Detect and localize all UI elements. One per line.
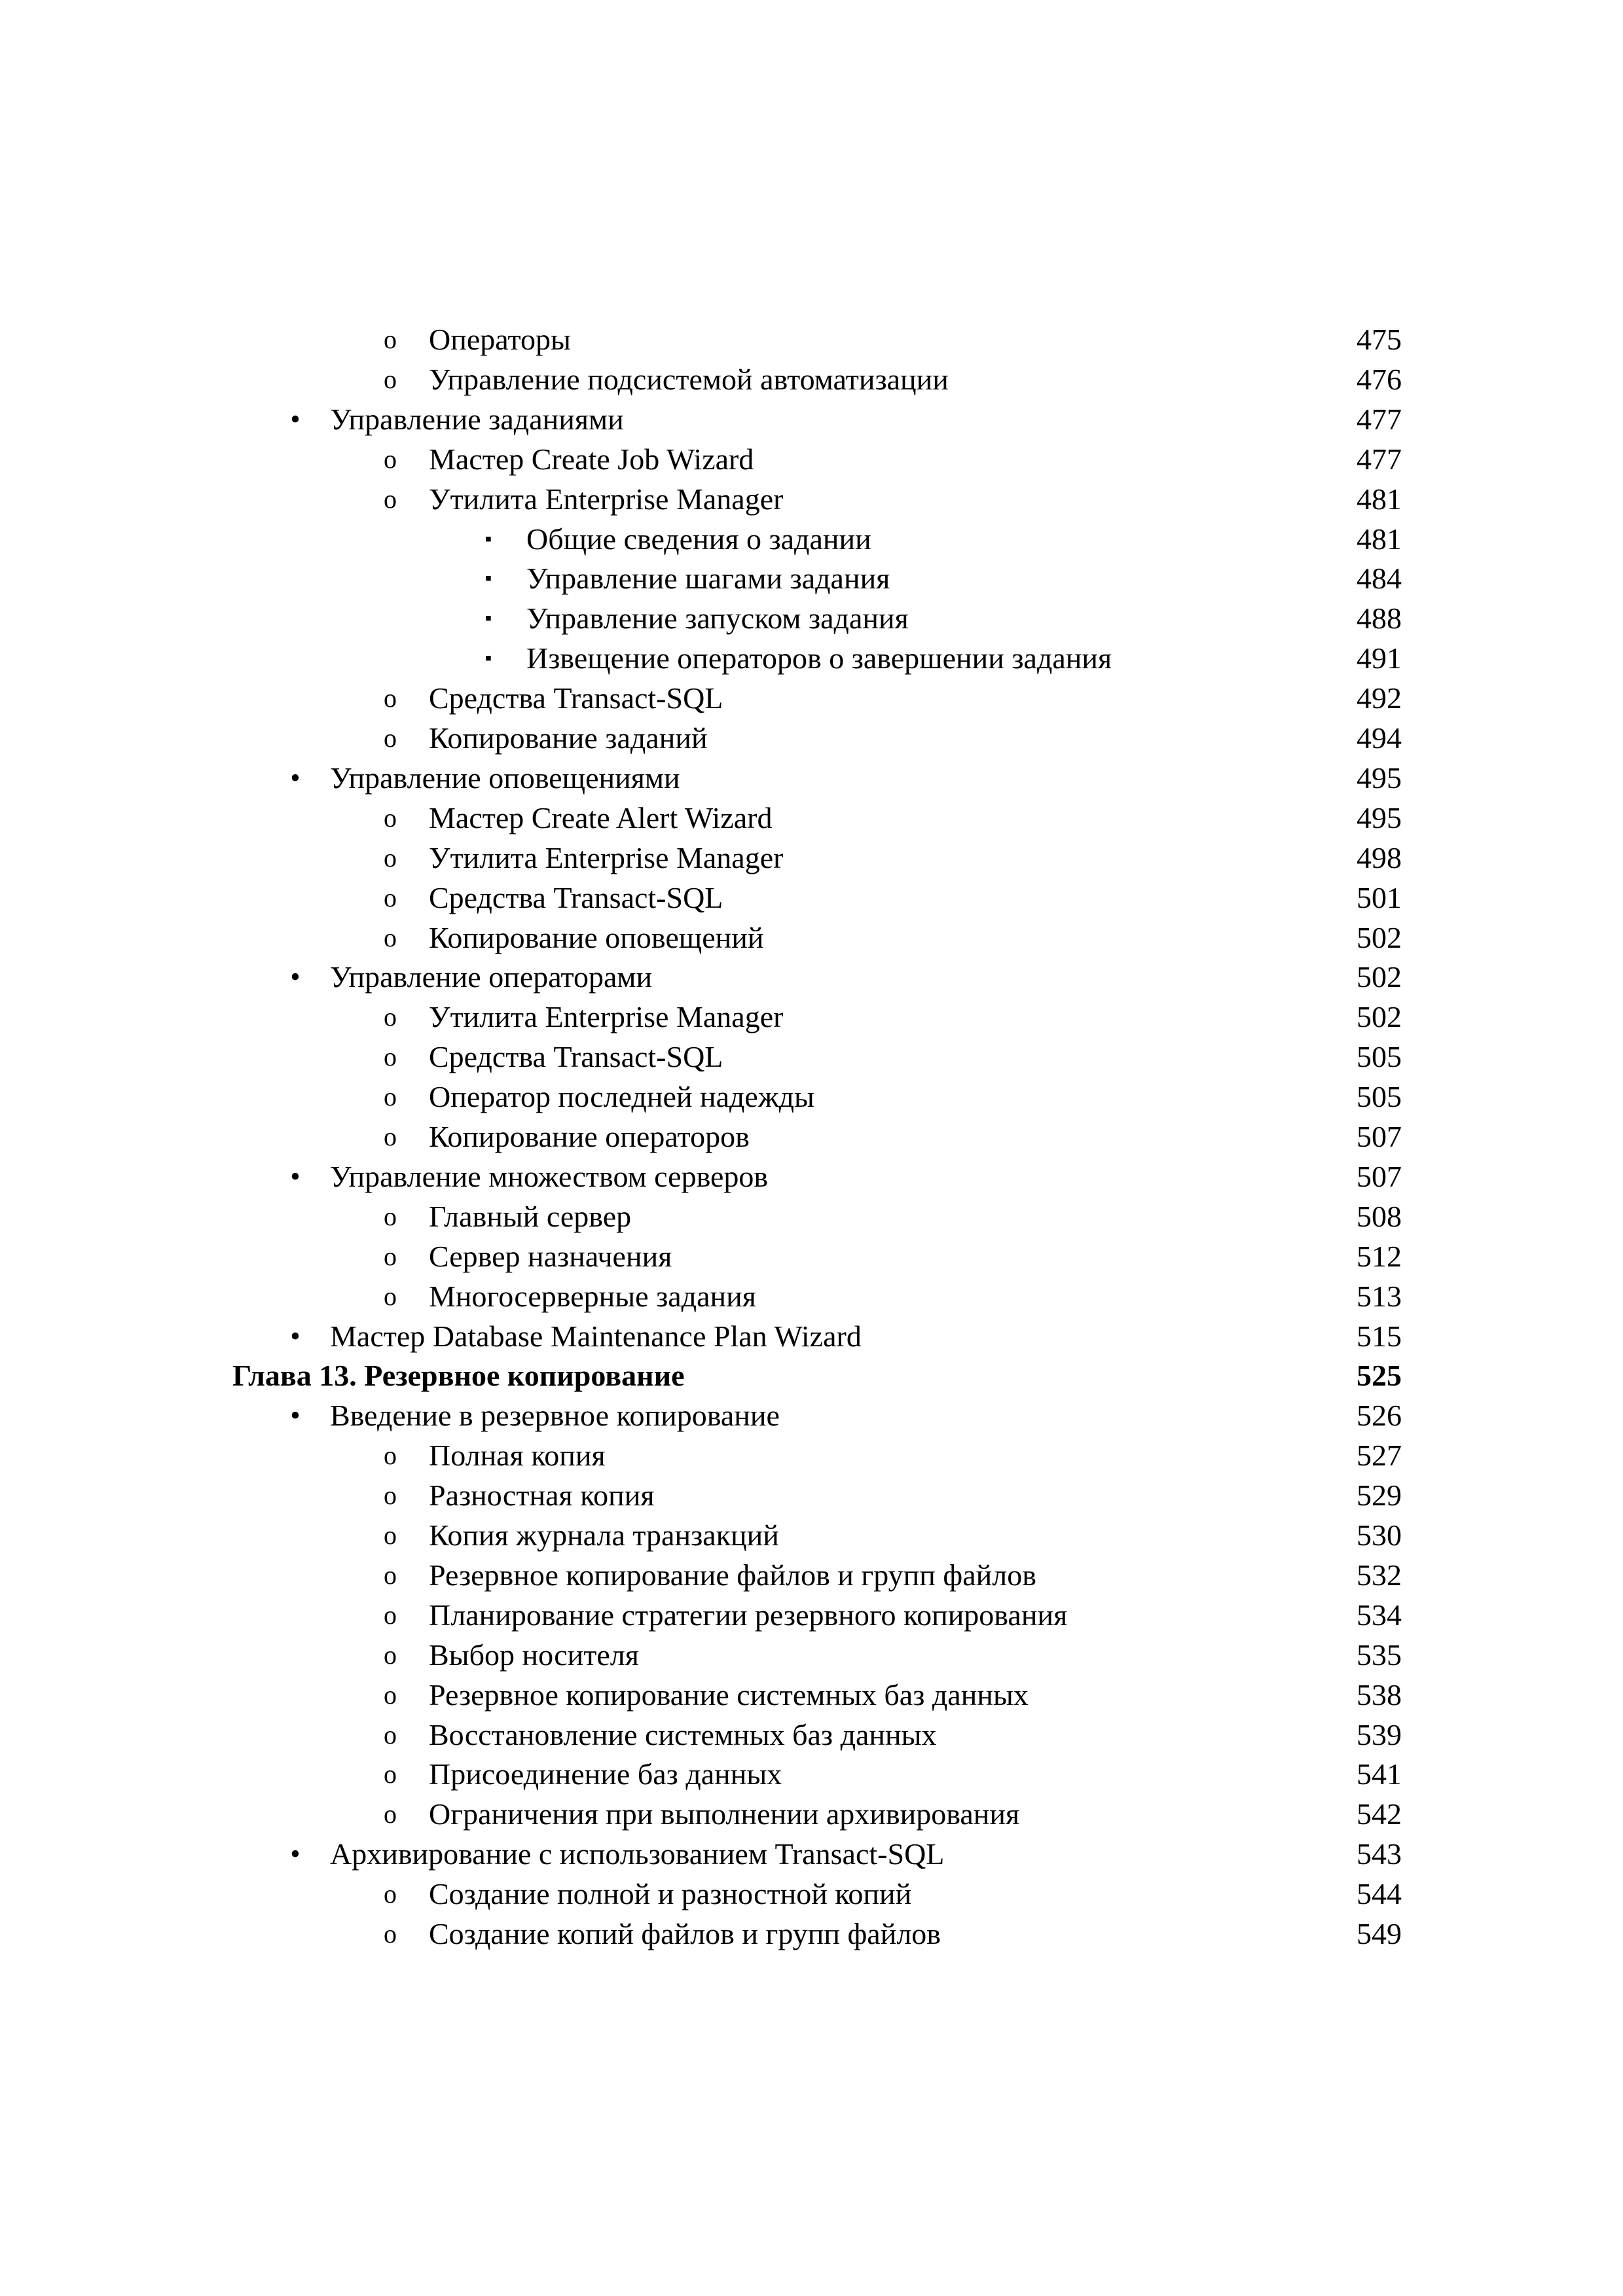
entry-title: Управление шагами задания <box>526 562 890 596</box>
toc-entry-row <box>0 359 1623 400</box>
page-number: 502 <box>1357 960 1402 994</box>
toc-entry-row <box>0 918 1623 958</box>
bullet-circle-icon: o <box>384 1441 397 1471</box>
toc-entry-row <box>0 638 1623 679</box>
entry-title: Выбор носителя <box>429 1638 639 1672</box>
bullet-square-icon: ▪ <box>484 647 492 670</box>
page-number: 495 <box>1357 800 1402 834</box>
entry-title: Введение в резервное копирование <box>330 1399 780 1433</box>
toc-entry-row <box>0 519 1623 560</box>
page-number: 538 <box>1357 1677 1402 1712</box>
bullet-circle-icon: o <box>384 842 397 872</box>
bullet-circle-icon: o <box>384 683 397 713</box>
entry-title: Мастер Database Maintenance Plan Wizard <box>330 1319 862 1353</box>
page-number: 498 <box>1357 840 1402 874</box>
entry-title: Резервное копирование файлов и групп файлов <box>429 1558 1036 1592</box>
toc-entry-row <box>0 997 1623 1037</box>
page-number: 512 <box>1357 1239 1402 1273</box>
bullet-circle-icon: o <box>384 1201 397 1231</box>
entry-title: Средства Transact-SQL <box>429 880 723 914</box>
toc-entry-row <box>0 1236 1623 1277</box>
page-number: 529 <box>1357 1479 1402 1513</box>
entry-title: Создание копий файлов и групп файлов <box>429 1917 941 1950</box>
toc-entry-row <box>0 1395 1623 1436</box>
entry-title: Управление заданиями <box>330 402 624 436</box>
entry-title: Копия журнала транзакций <box>429 1518 779 1552</box>
toc-entry-row <box>0 598 1623 639</box>
toc-entry-row <box>0 1635 1623 1676</box>
page-number: 530 <box>1357 1518 1402 1552</box>
entry-title: Управление запуском задания <box>526 601 909 636</box>
toc-entry-row <box>0 1196 1623 1237</box>
page-number: 549 <box>1357 1917 1402 1950</box>
toc-entry-row <box>0 1715 1623 1755</box>
entry-title: Восстановление системных баз данных <box>429 1717 937 1751</box>
entry-title: Разностная копия <box>429 1479 655 1513</box>
entry-title: Копирование заданий <box>429 721 708 755</box>
toc-entry-row <box>0 319 1623 360</box>
bullet-circle-icon: o <box>384 882 397 912</box>
entry-title: Средства Transact-SQL <box>429 681 723 715</box>
page-number: 527 <box>1357 1439 1402 1473</box>
bullet-circle-icon: o <box>384 444 397 474</box>
page-number: 502 <box>1357 920 1402 954</box>
toc-entry-row <box>0 479 1623 520</box>
page-number: 477 <box>1357 442 1402 476</box>
entry-title: Мастер Create Alert Wizard <box>429 800 773 834</box>
page-number: 477 <box>1357 402 1402 436</box>
toc-entry-row <box>0 399 1623 440</box>
page-number: 488 <box>1357 601 1402 636</box>
bullet-dot-icon: • <box>290 961 301 994</box>
page-number: 475 <box>1357 323 1402 356</box>
entry-title: Главный сервер <box>429 1199 632 1233</box>
bullet-square-icon: ▪ <box>484 528 492 550</box>
toc-entry-row <box>0 1754 1623 1795</box>
toc-entry-row <box>0 838 1623 878</box>
bullet-circle-icon: o <box>384 364 397 394</box>
bullet-circle-icon: o <box>384 1759 397 1789</box>
page-number: 491 <box>1357 641 1402 675</box>
toc-chapter-row <box>0 1355 1623 1396</box>
toc-entry-row <box>0 878 1623 918</box>
page-number: 539 <box>1357 1717 1402 1751</box>
toc-entry-row <box>0 1117 1623 1157</box>
bullet-circle-icon: o <box>384 1600 397 1630</box>
bullet-circle-icon: o <box>384 1560 397 1590</box>
page-number: 507 <box>1357 1120 1402 1153</box>
bullet-circle-icon: o <box>384 723 397 753</box>
page-number: 492 <box>1357 681 1402 715</box>
entry-title: Присоединение баз данных <box>429 1757 782 1791</box>
entry-title: Управление множеством серверов <box>330 1159 769 1193</box>
toc-entry-row <box>0 439 1623 480</box>
entry-title: Архивирование с использованием Transact-SQL <box>330 1837 945 1871</box>
toc-entry-row <box>0 1794 1623 1835</box>
entry-title: Многосерверные задания <box>429 1279 756 1313</box>
bullet-circle-icon: o <box>384 1082 397 1112</box>
entry-title: Полная копия <box>429 1439 606 1473</box>
entry-title: Управление подсистемой автоматизации <box>429 362 949 396</box>
bullet-circle-icon: o <box>384 325 397 354</box>
entry-title: Сервер назначения <box>429 1239 672 1273</box>
entry-title: Средства Transact-SQL <box>429 1040 723 1074</box>
bullet-circle-icon: o <box>384 1480 397 1511</box>
toc-entry-row <box>0 1435 1623 1476</box>
bullet-dot-icon: • <box>290 1399 301 1432</box>
toc-entry-row <box>0 1914 1623 1954</box>
bullet-circle-icon: o <box>384 1879 397 1909</box>
entry-title: Операторы <box>429 323 571 356</box>
page-number: 481 <box>1357 482 1402 516</box>
toc-entry-row <box>0 1157 1623 1197</box>
bullet-circle-icon: o <box>384 1122 397 1151</box>
toc-entry-row <box>0 678 1623 719</box>
page-number: 513 <box>1357 1279 1402 1313</box>
entry-title: Ограничения при выполнении архивирования <box>429 1797 1020 1831</box>
bullet-circle-icon: o <box>384 1679 397 1710</box>
page-number: 541 <box>1357 1757 1402 1791</box>
page-number: 495 <box>1357 761 1402 795</box>
toc-entry-row <box>0 798 1623 838</box>
entry-title: Мастер Create Job Wizard <box>429 442 754 476</box>
page-number: 494 <box>1357 721 1402 755</box>
toc-entry-row <box>0 1316 1623 1357</box>
bullet-circle-icon: o <box>384 1719 397 1749</box>
bullet-circle-icon: o <box>384 1799 397 1829</box>
page-number: 507 <box>1357 1159 1402 1193</box>
page-number: 481 <box>1357 522 1402 556</box>
toc-entry-row <box>0 758 1623 798</box>
entry-title: Копирование операторов <box>429 1120 750 1153</box>
entry-title: Резервное копирование системных баз данных <box>429 1677 1029 1712</box>
entry-title: Управление операторами <box>330 960 653 994</box>
toc-entry-row <box>0 1515 1623 1556</box>
toc-entry-row <box>0 718 1623 759</box>
bullet-dot-icon: • <box>290 1838 301 1871</box>
bullet-circle-icon: o <box>384 484 397 514</box>
bullet-circle-icon: o <box>384 1241 397 1271</box>
bullet-circle-icon: o <box>384 802 397 833</box>
page-number: 501 <box>1357 880 1402 914</box>
toc-entry-row <box>0 957 1623 997</box>
chapter-title: Глава 13. Резервное копирование <box>232 1359 685 1393</box>
page-number: 515 <box>1357 1319 1402 1353</box>
entry-title: Утилита Enterprise Manager <box>429 840 784 874</box>
page-number: 484 <box>1357 562 1402 596</box>
toc-entry-row <box>0 1077 1623 1117</box>
bullet-circle-icon: o <box>384 922 397 952</box>
toc-entry-row <box>0 1037 1623 1077</box>
page-number: 476 <box>1357 362 1402 396</box>
entry-title: Извещение операторов о завершении задания <box>526 641 1112 675</box>
bullet-dot-icon: • <box>290 1319 301 1352</box>
bullet-dot-icon: • <box>290 403 301 435</box>
bullet-circle-icon: o <box>384 1281 397 1311</box>
bullet-dot-icon: • <box>290 1160 301 1193</box>
bullet-circle-icon: o <box>384 1520 397 1550</box>
toc-entry-row <box>0 1834 1623 1874</box>
entry-title: Копирование оповещений <box>429 920 764 954</box>
bullet-circle-icon: o <box>384 1002 397 1032</box>
entry-title: Оператор последней надежды <box>429 1080 814 1114</box>
entry-title: Создание полной и разностной копий <box>429 1877 912 1911</box>
toc-entry-row <box>0 1595 1623 1636</box>
toc-entry-row <box>0 1874 1623 1914</box>
entry-title: Управление оповещениями <box>330 761 680 795</box>
toc-entry-row <box>0 1675 1623 1715</box>
page-number: 526 <box>1357 1399 1402 1433</box>
page-number: 542 <box>1357 1797 1402 1831</box>
page-number: 535 <box>1357 1638 1402 1672</box>
page-number: 505 <box>1357 1040 1402 1074</box>
entry-title: Утилита Enterprise Manager <box>429 1000 784 1034</box>
page-number: 534 <box>1357 1598 1402 1632</box>
bullet-square-icon: ▪ <box>484 567 492 590</box>
page-number: 505 <box>1357 1080 1402 1114</box>
page-number: 525 <box>1357 1359 1402 1393</box>
page-number: 543 <box>1357 1837 1402 1871</box>
entry-title: Общие сведения о задании <box>526 522 871 556</box>
entry-title: Планирование стратегии резервного копирования <box>429 1598 1068 1632</box>
entry-title: Утилита Enterprise Manager <box>429 482 784 516</box>
toc-entry-row <box>0 1276 1623 1317</box>
toc-entry-row <box>0 558 1623 599</box>
page-number: 532 <box>1357 1558 1402 1592</box>
toc-entry-row <box>0 1555 1623 1596</box>
bullet-square-icon: ▪ <box>484 607 492 630</box>
bullet-dot-icon: • <box>290 761 301 794</box>
bullet-circle-icon: o <box>384 1042 397 1072</box>
page-number: 508 <box>1357 1199 1402 1233</box>
bullet-circle-icon: o <box>384 1919 397 1948</box>
page-number: 544 <box>1357 1877 1402 1911</box>
toc-entry-row <box>0 1475 1623 1516</box>
page-number: 502 <box>1357 1000 1402 1034</box>
bullet-circle-icon: o <box>384 1640 397 1670</box>
